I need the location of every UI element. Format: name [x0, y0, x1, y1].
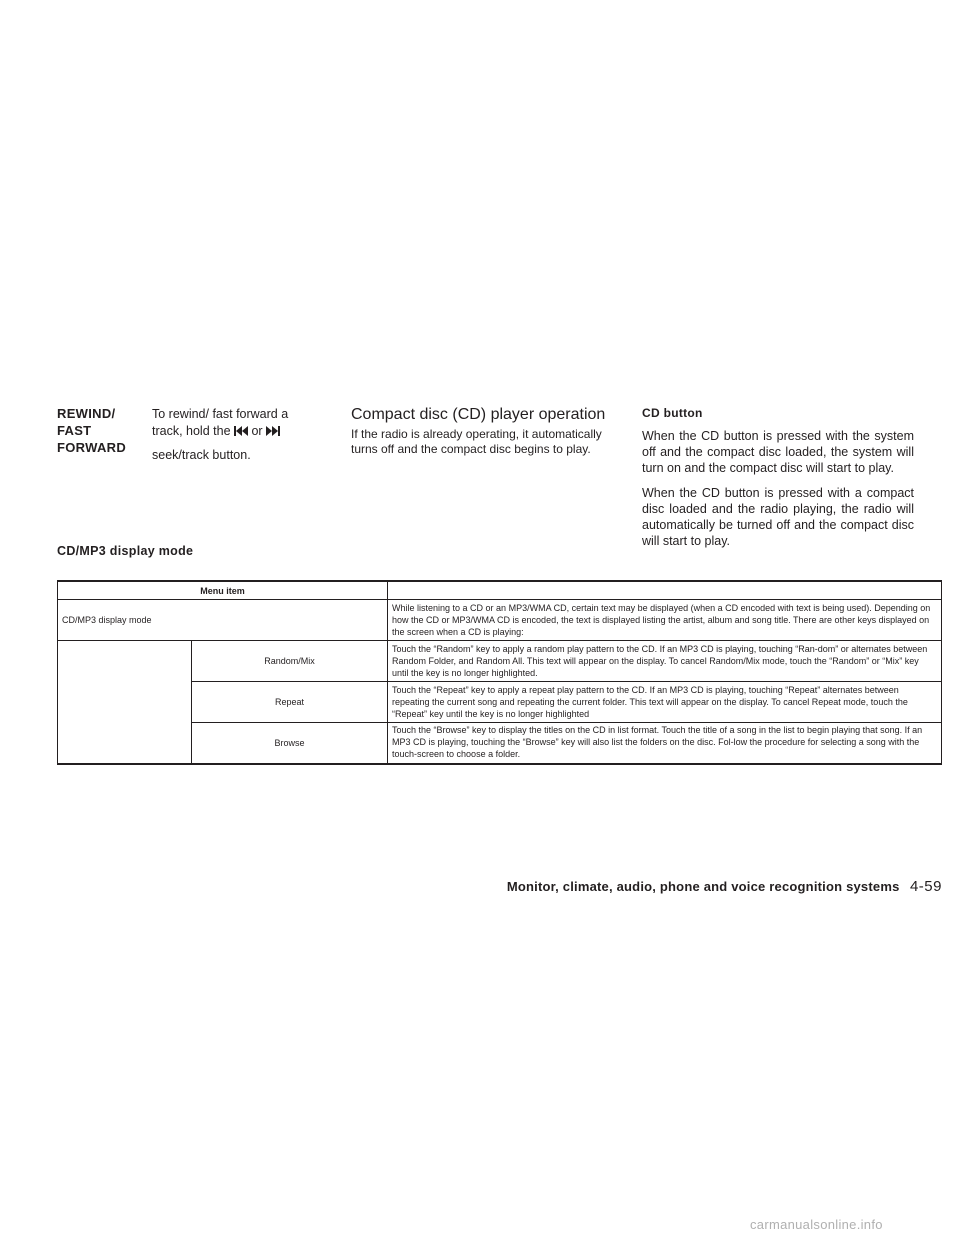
rewind-line-3: seek/track button. [152, 448, 251, 462]
cd-button-para-2: When the CD button is pressed with a compact disc loaded and the radio playing, the radio will automatically be turned off and the compact disc will start to play. [642, 486, 914, 548]
rewind-heading-line: REWIND/ [57, 406, 116, 421]
row-desc-repeat: Touch the “Repeat” key to apply a repeat play pattern to the CD. If an MP3 CD is playing, touching “Repeat” alternates between repeating the current song and repeating the current folder. This text will appear on the display. To cancel Repeat mode, touch the “Repeat” key until the key is no longer highlighted [388, 682, 942, 723]
row-main-desc: While listening to a CD or an MP3/WMA CD, certain text may be displayed (when a CD encoded with text is being used). Depending on how the CD or MP3/WMA CD is encoded, the text is displayed listing the artist, album and song title. There are other keys displayed on the screen when a CD is playing: [388, 600, 942, 641]
rewind-heading [57, 405, 147, 456]
row-desc-browse: Touch the “Browse” key to display the titles on the CD in list format. Touch the title of a song in the list to begin playing that song. If an MP3 CD is playing, touching the “Browse” key will also list the folders on the disc. Fol-low the procedure for selecting a song with the touch-screen to choose a folder. [388, 723, 942, 764]
skip-forward-icon [266, 424, 280, 441]
row-label-browse: Browse [192, 723, 388, 764]
table-row [58, 641, 942, 682]
cd-section-title: Compact disc (CD) player operation [351, 406, 606, 423]
watermark: carmanualsonline.info [750, 1217, 883, 1232]
header-menu-item: Menu item [58, 581, 388, 600]
footer-page-number: 4-59 [909, 878, 942, 895]
row-indent-cell [58, 641, 192, 764]
row-label-random: Random/Mix [192, 641, 388, 682]
rewind-line-2 [152, 423, 342, 441]
skip-back-icon [234, 424, 248, 441]
footer-title: Monitor, climate, audio, phone and voice recognition systems [506, 879, 900, 894]
row-main-label: CD/MP3 display mode [58, 600, 388, 641]
table-row [58, 600, 942, 641]
rewind-text [152, 406, 342, 464]
rewind-line-2-or: or [251, 424, 263, 438]
table-header-row [58, 581, 942, 600]
cd-section-body: If the radio is already operating, it automatically turns off and the compact disc begins to play. [351, 427, 602, 456]
display-mode-heading: CD/MP3 display mode [57, 544, 194, 558]
cd-button-para-1: When the CD button is pressed with the system off and the compact disc loaded, the system will turn on and the compact disc will start to play. [642, 429, 914, 475]
rewind-heading-line: FAST [57, 423, 92, 438]
rewind-line-2-pre: track, hold the [152, 424, 231, 438]
row-label-repeat: Repeat [192, 682, 388, 723]
page-footer [450, 878, 942, 896]
rewind-heading-line: FORWARD [57, 440, 127, 455]
rewind-line-1: To rewind/ fast forward a [152, 407, 289, 421]
menu-table [57, 580, 942, 765]
cd-button-heading: CD button [642, 406, 703, 420]
row-desc-random: Touch the “Random” key to apply a random play pattern to the CD. If an MP3 CD is playing, touching “Ran-dom” or alternates between Random Folder, and Random All. This text will appear on the display. To cancel Random/Mix mode, touch the “Random” or “Mix” key until the key is no longer highlighted. [388, 641, 942, 682]
header-description [388, 581, 942, 600]
